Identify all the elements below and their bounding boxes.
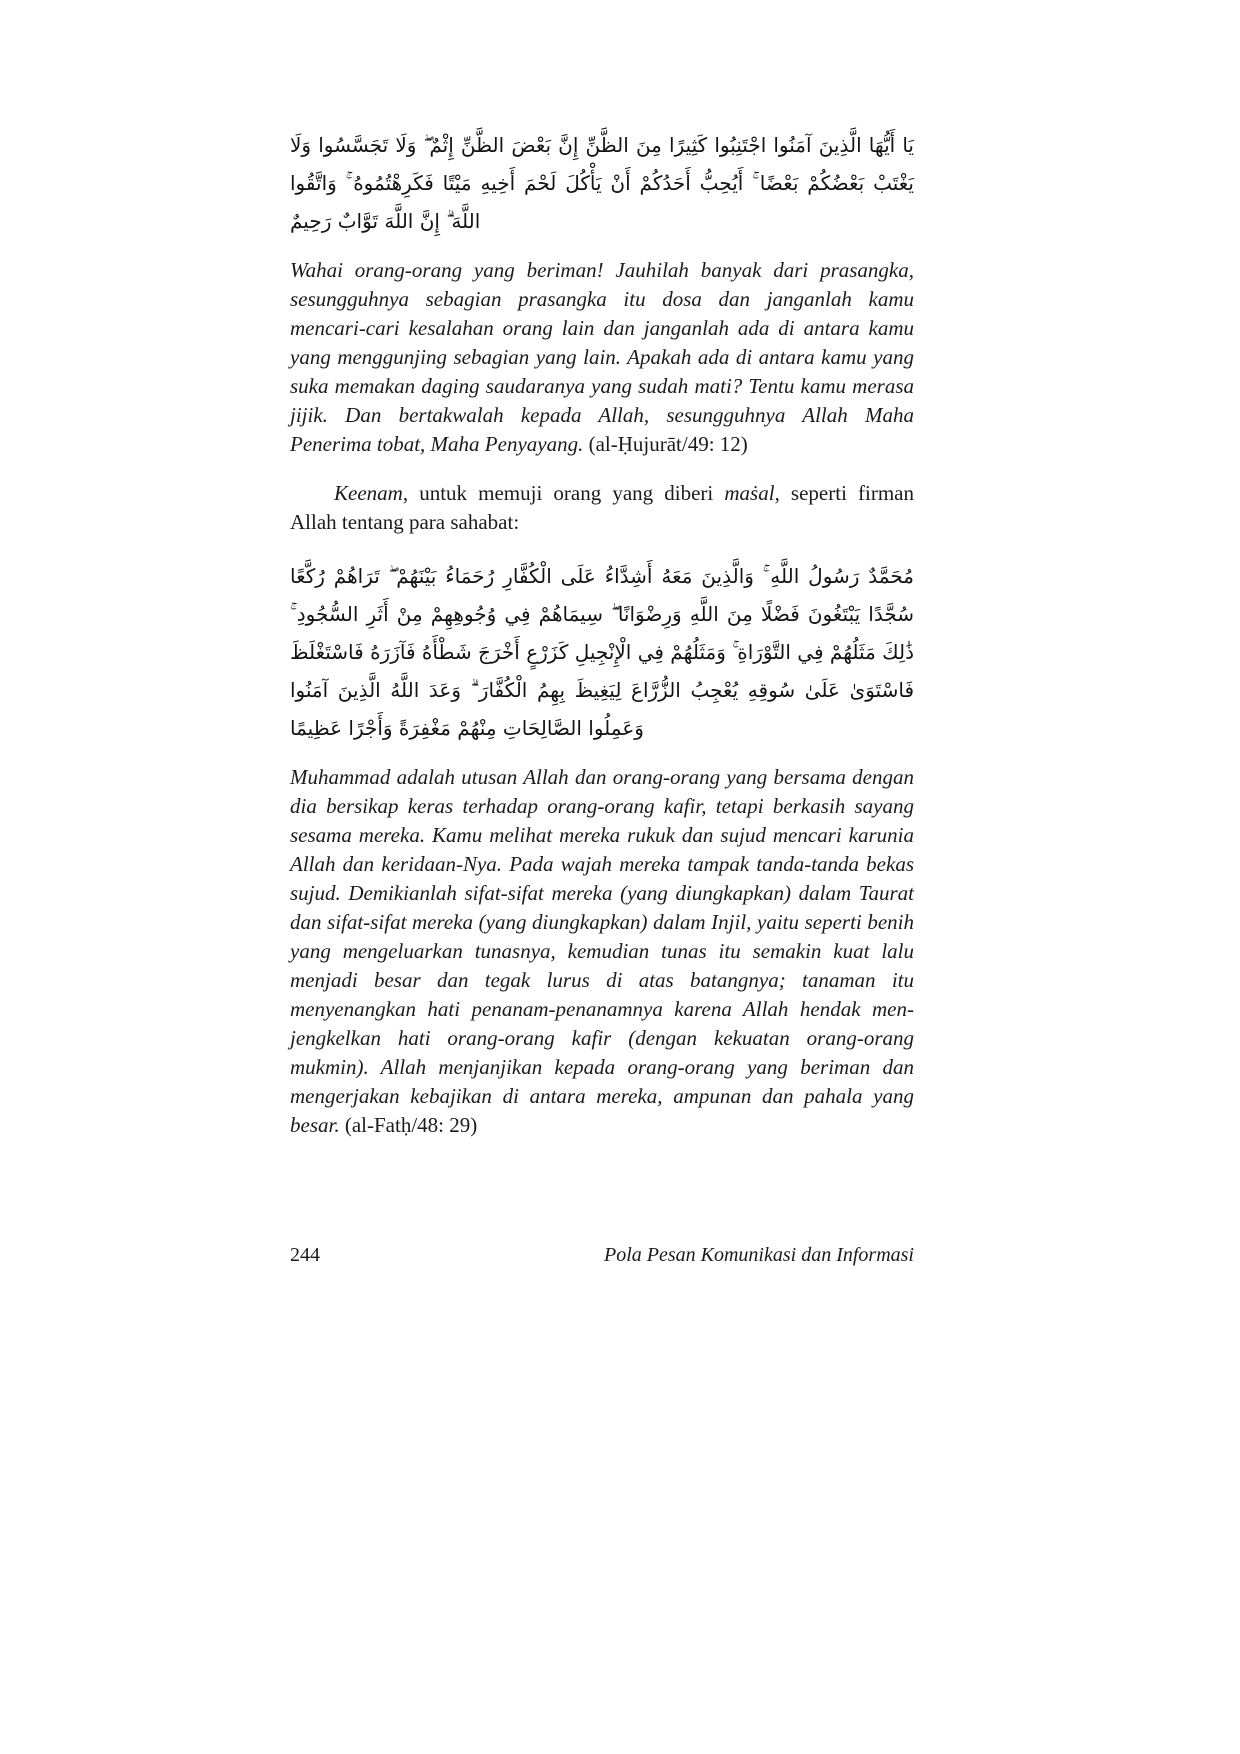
- quran-translation-fath: [290, 763, 914, 1140]
- page-content: [290, 126, 914, 1160]
- keenam-paragraph: [290, 479, 914, 537]
- running-title: Pola Pesan Komunikasi dan Informasi: [604, 1244, 914, 1266]
- page-footer: [290, 1244, 914, 1267]
- page-number: 244: [290, 1244, 320, 1266]
- translation-text: Muhammad adalah utusan Allah dan orang-orang yang bersama dengan dia bersikap keras terhadap orang-orang kafir, tetapi berkasih sayang sesama mereka. Kamu melihat mereka rukuk dan sujud mencari karunia Allah dan keridaan-Nya. Pada wajah mereka tampak tanda-tanda bekas sujud. Demikianlah sifat-sifat mereka (yang diungkapkan) dalam Taurat dan sifat-sifat mereka (yang diungkapkan) dalam Injil, yaitu seperti benih yang mengeluarkan tunasnya, kemudian tunas itu semakin kuat lalu menjadi besar dan tegak lurus di atas batangnya; tanaman itu menyenangkan hati penanam-penanamnya karena Allah hendak men-jengkelkan hati orang-orang kafir (dengan kekuatan orang-orang mukmin). Allah menjanjikan kepada orang-orang yang beriman dan mengerjakan kebajikan di antara mereka, ampunan dan pahala yang besar.: [290, 765, 914, 1137]
- paragraph-text: , seperti firman Allah tentang para sahabat:: [290, 481, 914, 534]
- verse-reference: (al-Fatḥ/48: 29): [344, 1113, 478, 1137]
- verse-reference: (al-Ḥujurāt/49: 12): [588, 432, 748, 456]
- keenam-term: Keenam: [334, 481, 403, 505]
- quran-arabic-text-fath: مُحَمَّدٌ رَسُولُ اللَّهِ ۚ وَالَّذِينَ مَعَهُ أَشِدَّاءُ عَلَى الْكُفَّارِ رُحَمَاءُ بَيْنَهُمْ ۖ تَرَاهُمْ رُكَّعًا سُجَّدًا يَبْتَغُونَ فَضْلًا مِنَ اللَّهِ وَرِضْوَانًا ۖ سِيمَاهُمْ فِي وُجُوهِهِمْ مِنْ أَثَرِ السُّجُودِ ۚ ذَٰلِكَ مَثَلُهُمْ فِي التَّوْرَاةِ ۚ وَمَثَلُهُمْ فِي الْإِنْجِيلِ كَزَرْعٍ أَخْرَجَ شَطْأَهُ فَآزَرَهُ فَاسْتَغْلَظَ فَاسْتَوَىٰ عَلَىٰ سُوقِهِ يُعْجِبُ الزُّرَّاعَ لِيَغِيظَ بِهِمُ الْكُفَّارَ ۗ وَعَدَ اللَّهُ الَّذِينَ آمَنُوا وَعَمِلُوا الصَّالِحَاتِ مِنْهُمْ مَغْفِرَةً وَأَجْرًا عَظِيمًا: [290, 564, 914, 740]
- masal-term: maṡal: [724, 481, 775, 505]
- translation-text: Wahai orang-orang yang beriman! Jauhilah banyak dari prasangka, sesungguhnya sebagian prasangka itu dosa dan janganlah kamu mencari-cari kesalahan orang lain dan janganlah ada di antara kamu yang menggunjing sebagian yang lain. Apakah ada di antara kamu yang suka memakan daging saudaranya yang sudah mati? Tentu kamu merasa jijik. Dan bertakwalah kepada Allah, sesungguhnya Allah Maha Penerima tobat, Maha Penyayang.: [290, 258, 914, 456]
- quran-arabic-text-hujurat: يَا أَيُّهَا الَّذِينَ آمَنُوا اجْتَنِبُوا كَثِيرًا مِنَ الظَّنِّ إِنَّ بَعْضَ الظَّنِّ إِثْمٌ ۖ وَلَا تَجَسَّسُوا وَلَا يَغْتَبْ بَعْضُكُمْ بَعْضًا ۚ أَيُحِبُّ أَحَدُكُمْ أَنْ يَأْكُلَ لَحْمَ أَخِيهِ مَيْتًا فَكَرِهْتُمُوهُ ۚ وَاتَّقُوا اللَّهَ ۗ إِنَّ اللَّهَ تَوَّابٌ رَحِيمٌ: [290, 133, 914, 233]
- paragraph-text: , untuk memuji orang yang diberi: [402, 481, 725, 505]
- quran-translation-hujurat: [290, 256, 914, 459]
